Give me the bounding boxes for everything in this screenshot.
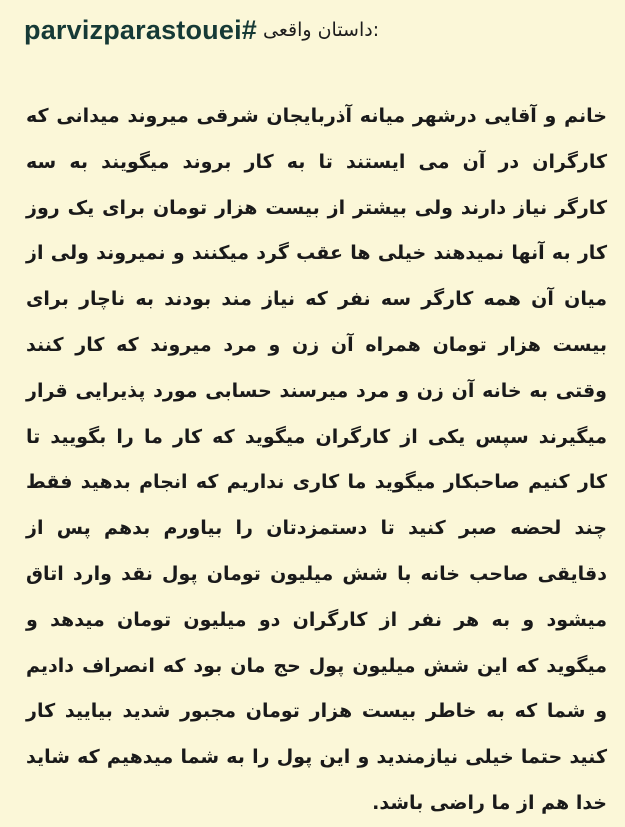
story-line: کار کنیم صاحبکار میگوید ما کاری نداریم که انجام بدهید فقط [26,471,607,494]
story-line: کار به آنها نمیدهند خیلی ها عقب گرد میکنند و نمیروند ولی از [26,242,607,265]
story-line: میشود و به هر نفر از کارگران دو میلیون تومان میدهد و [26,608,607,631]
story-line: خدا هم از ما راضی باشد. [372,791,607,814]
story-line: چند لحضه صبر کنید تا دستمزدتان را بیاورم بدهم پس از [26,517,607,540]
story-line: میگیرند سپس یکی از کارگران میگوید که کار ما را بگویید تا [26,425,607,448]
story-line: وقتی به خانه آن زن و مرد میرسند حسابی مورد پذیرایی قرار [26,379,607,402]
story-label: داستان واقعی: [263,19,380,41]
story-line: کنید حتما خیلی نیازمندید و این پول را به شما میدهیم که شاید [26,746,607,769]
story-line: میان آن همه کارگر سه نفر که نیاز مند بودند به ناچار برای [26,288,607,311]
story-line: دقایقی صاحب خانه با شش میلیون تومان پول نقد وارد اتاق [26,562,607,585]
story-text [26,94,607,827]
hashtag-link[interactable]: parvizparastouei# [24,14,257,45]
story-line: کارگر نیاز دارند ولی بیشتر از بیست هزار تومان برای یک روز [26,196,607,219]
story-line: بیست هزار تومان همراه آن زن و مرد میروند که کار کنند [26,333,607,356]
story-line: و شما که به خاطر بیست هزار تومان مجبور شدید بیایید کار [26,700,607,723]
post-header [12,8,613,52]
story-line: کارگران در آن می ایستند تا به کار بروند میگویند به سه [26,150,607,173]
story-line: خانم و آقایی درشهر میانه آذربایجان شرقی میروند میدانی که [26,105,607,127]
story-line: میگوید که این شش میلیون پول حج مان بود که انصراف دادیم [26,654,607,677]
